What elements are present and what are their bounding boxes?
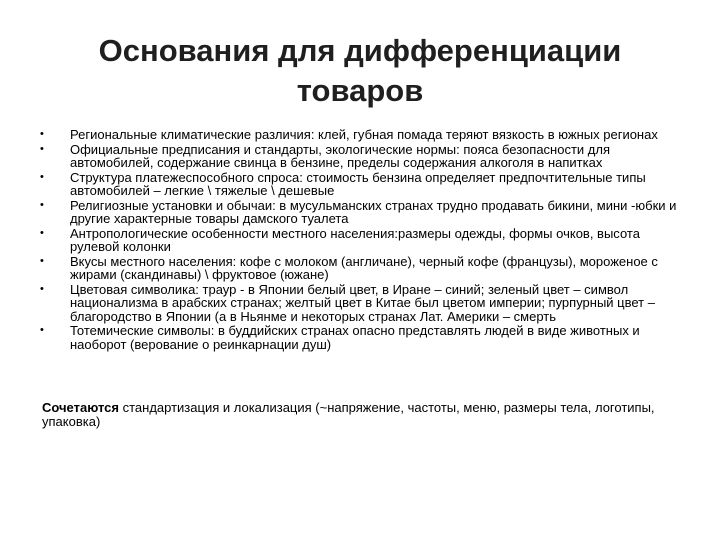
bullet-icon: • <box>40 324 44 336</box>
footer-text: стандартизация и локализация (~напряжение, частоты, меню, размеры тела, логотипы, упаковка) <box>42 400 655 429</box>
list-item <box>40 171 680 198</box>
bullet-text: Антропологические особенности местного населения:размеры одежды, формы очков, высота рулевой колонки <box>70 225 640 254</box>
list-item <box>40 143 680 170</box>
list-item <box>40 227 680 254</box>
bullet-list <box>40 128 680 352</box>
slide-title: Основания для дифференциации товаров <box>98 33 622 108</box>
bullet-text: Тотемические символы: в буддийских странах опасно представлять людей в виде животных и наоборот (верование о реинкарнации душ) <box>70 323 640 352</box>
bullet-text: Структура платежеспособного спроса: стоимость бензина определяет предпочтительные типы автомобилей – легкие \ тяжелые \ дешевые <box>70 169 646 198</box>
bullet-icon: • <box>40 128 44 140</box>
bullet-text: Цветовая символика: траур - в Японии белый цвет, в Иране – синий; зеленый цвет – символ национализма в арабских странах; желтый цвет в Китае был цветом империи; пурпурный цвет – благородство в Японии (а в Ньянме и некоторых странах Лат. Америки – смерть <box>70 281 655 324</box>
list-item <box>40 255 680 282</box>
bullet-text: Вкусы местного населения: кофе с молоком (англичане), черный кофе (французы), мороженое с жирами (скандинавы) \ фруктовое (южане) <box>70 253 658 282</box>
bullet-text: Региональные климатические различия: клей, губная помада теряют вязкость в южных регионах <box>70 127 658 142</box>
bullet-text: Религиозные установки и обычаи: в мусульманских странах трудно продавать бикини, мини -юбки и другие характерные товары дамского туалета <box>70 197 677 226</box>
footer-bold-text: Сочетаются <box>42 400 119 415</box>
list-item <box>40 324 680 351</box>
list-item <box>40 199 680 226</box>
bullet-icon: • <box>40 226 44 239</box>
list-item <box>40 283 680 324</box>
bullet-icon: • <box>40 198 44 211</box>
bullet-icon: • <box>40 142 44 155</box>
bullet-icon: • <box>40 282 44 295</box>
list-item <box>40 128 680 142</box>
footer-note <box>42 401 682 429</box>
bullet-icon: • <box>40 170 44 183</box>
bullet-text: Официальные предписания и стандарты, экологические нормы: пояса безопасности для автомобилей, содержание свинца в бензине, пределы содержания алкоголя в напитках <box>70 141 610 170</box>
bullet-icon: • <box>40 254 44 267</box>
